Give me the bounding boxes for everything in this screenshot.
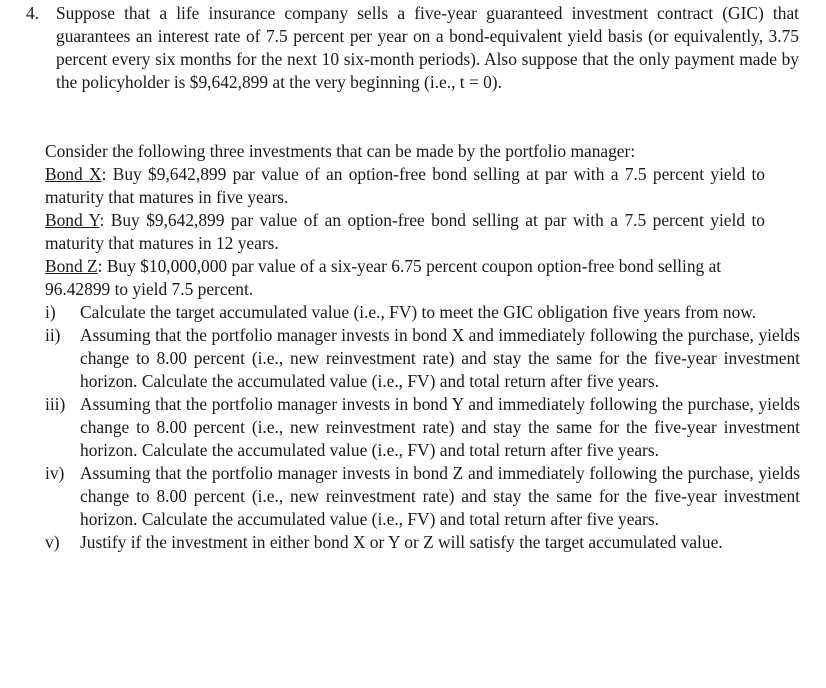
- sub-question-text: Assuming that the portfolio manager invests in bond X and immediately following the purchase, yields change to 8.00 percent (i.e., new reinvestment rate) and stay the same for the five-year investment horizon. Calculate the accumulated value (i.e., FV) and total return after five years.: [80, 325, 800, 391]
- sub-question-label: iv): [45, 463, 65, 483]
- sub-question-label: ii): [45, 325, 61, 345]
- sub-question-text: Calculate the target accumulated value (i.e., FV) to meet the GIC obligation five years from now.: [80, 302, 757, 322]
- sub-question-ii: [45, 324, 800, 393]
- investments-section: [45, 140, 765, 301]
- bond-z-desc: : Buy $10,000,000 par value of a six-year 6.75 percent coupon option-free bond selling at 96.42899 to yield 7.5 percent.: [45, 256, 722, 299]
- question-block: [26, 2, 806, 94]
- bond-y-item: [45, 209, 765, 255]
- bond-z-item: [45, 255, 765, 301]
- sub-question-text: Assuming that the portfolio manager invests in bond Z and immediately following the purchase, yields change to 8.00 percent (i.e., new reinvestment rate) and stay the same for the five-year investment horizon. Calculate the accumulated value (i.e., FV) and total return after five years.: [80, 463, 800, 529]
- sub-questions-list: [45, 301, 800, 554]
- question-number: 4.: [26, 3, 40, 23]
- sub-question-label: iii): [45, 394, 66, 414]
- sub-question-iii: [45, 393, 800, 462]
- bond-x-desc: : Buy $9,642,899 par value of an option-free bond selling at par with a 7.5 percent yield to maturity that matures in five years.: [45, 164, 766, 207]
- sub-question-v: [45, 531, 800, 554]
- sub-question-text: Assuming that the portfolio manager invests in bond Y and immediately following the purchase, yields change to 8.00 percent (i.e., new reinvestment rate) and stay the same for the five-year investment horizon. Calculate the accumulated value (i.e., FV) and total return after five years.: [80, 394, 800, 460]
- bond-y-desc: : Buy $9,642,899 par value of an option-free bond selling at par with a 7.5 percent yield to maturity that matures in 12 years.: [45, 210, 766, 253]
- bond-y-name: Bond Y: [45, 210, 100, 230]
- sub-question-label: i): [45, 302, 56, 322]
- sub-question-text: Justify if the investment in either bond X or Y or Z will satisfy the target accumulated value.: [80, 532, 723, 552]
- bond-x-name: Bond X: [45, 164, 102, 184]
- sub-question-i: [45, 301, 800, 324]
- sub-question-label: v): [45, 532, 60, 552]
- bond-x-item: [45, 163, 765, 209]
- question-text: Suppose that a life insurance company sells a five-year guaranteed investment contract (GIC) that guarantees an interest rate of 7.5 percent per year on a bond-equivalent yield basis (or equivalently, 3.75 percent every six months for the next 10 six-month periods). Also suppose that the only payment made by the policyholder is $9,642,899 at the very beginning (i.e., t = 0).: [56, 3, 799, 92]
- intro-text: Consider the following three investments that can be made by the portfolio manager:: [45, 141, 636, 161]
- bond-z-name: Bond Z: [45, 256, 98, 276]
- sub-question-iv: [45, 462, 800, 531]
